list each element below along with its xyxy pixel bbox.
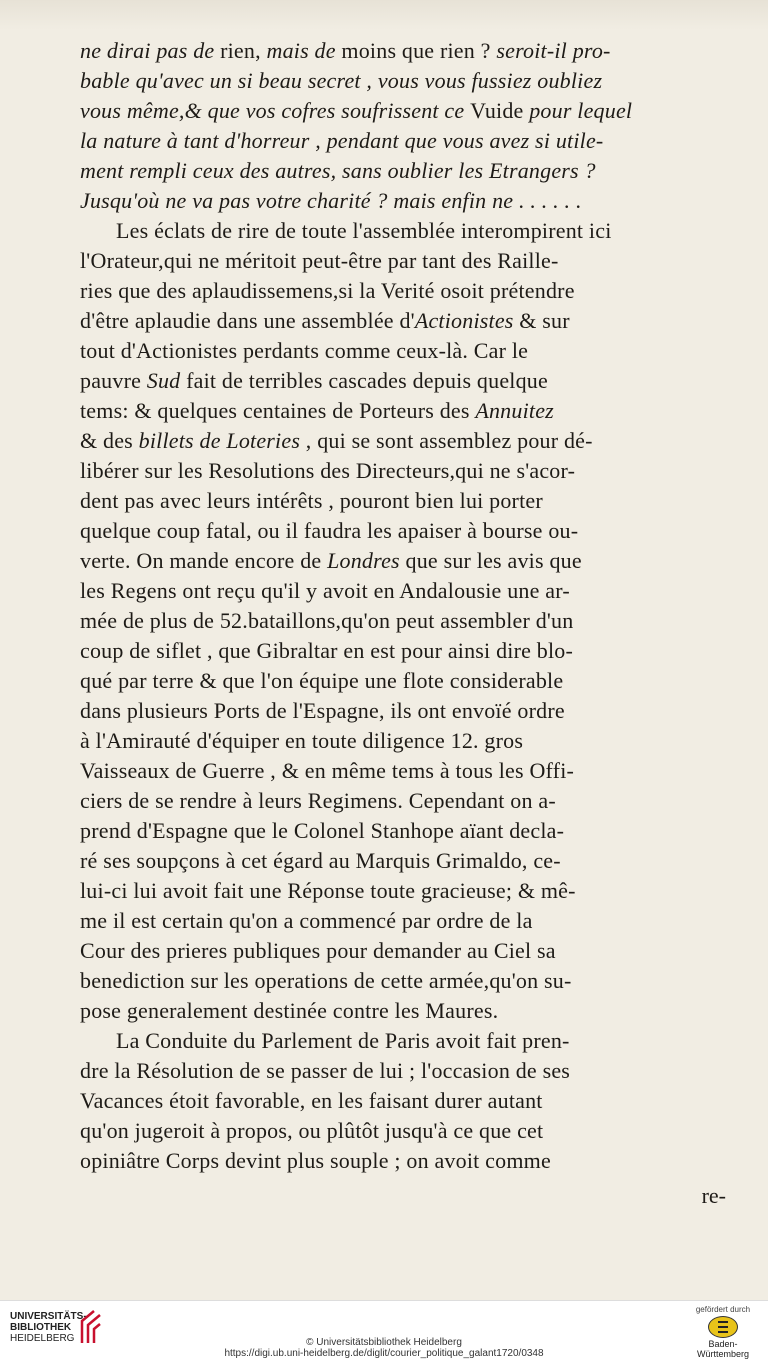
text-line bbox=[80, 216, 725, 246]
sponsor-block[interactable] bbox=[688, 1305, 758, 1359]
text-segment: rien, bbox=[220, 38, 267, 63]
text-line bbox=[80, 996, 725, 1026]
text-segment: libérer sur les Resolutions des Directeurs,qui ne s'acor- bbox=[80, 458, 576, 483]
text-segment: , qui se sont assemblez pour dé- bbox=[305, 428, 593, 453]
italic-text-segment: ne dirai pas de bbox=[80, 38, 221, 63]
catchword: re- bbox=[701, 1183, 726, 1208]
text-line bbox=[80, 186, 725, 216]
italic-text-segment: Actionistes bbox=[414, 308, 520, 333]
text-segment: verte. On mande encore de bbox=[80, 548, 328, 573]
text-segment: Les éclats de rire de toute l'assemblée interompirent ici bbox=[116, 218, 612, 243]
text-segment: fait de terribles cascades depuis quelque bbox=[186, 368, 548, 393]
text-segment: dent pas avec leurs intérêts , pouront bien lui porter bbox=[80, 488, 543, 513]
text-line bbox=[80, 846, 725, 876]
text-line bbox=[80, 936, 725, 966]
italic-text-segment: seroit-il pro- bbox=[496, 38, 611, 63]
text-segment: & des bbox=[80, 428, 139, 453]
text-line bbox=[80, 516, 725, 546]
text-segment: d'être aplaudie dans une assemblée d' bbox=[80, 308, 415, 333]
text-line bbox=[80, 456, 725, 486]
text-segment: lui-ci lui avoit fait une Réponse toute gracieuse; & mê- bbox=[80, 878, 576, 903]
text-line bbox=[80, 756, 725, 786]
text-line bbox=[80, 726, 725, 756]
text-line bbox=[80, 696, 725, 726]
copyright-block bbox=[0, 1337, 768, 1359]
italic-text-segment: billets de Loteries bbox=[138, 428, 306, 453]
text-segment: tout d'Actionistes perdants comme ceux-là. Car le bbox=[80, 338, 529, 363]
text-line bbox=[80, 876, 725, 906]
permalink-url[interactable]: https://digi.ub.uni-heidelberg.de/diglit/courier_politique_galant1720/0348 bbox=[224, 1348, 544, 1359]
text-line bbox=[80, 666, 725, 696]
text-block bbox=[80, 36, 725, 1176]
text-segment: ciers de se rendre à leurs Regimens. Cependant on a- bbox=[80, 788, 556, 813]
italic-text-segment: Annuitez bbox=[475, 398, 554, 423]
text-line bbox=[80, 96, 725, 126]
text-segment: prend d'Espagne que le Colonel Stanhope aïant decla- bbox=[80, 818, 565, 843]
text-line bbox=[80, 336, 725, 366]
italic-text-segment: la nature à tant d'horreur , pendant que vous avez si utile- bbox=[80, 128, 604, 153]
text-line bbox=[80, 1086, 725, 1116]
text-segment: à l'Amirauté d'équiper en toute diligence 12. gros bbox=[80, 728, 524, 753]
text-line bbox=[80, 906, 725, 936]
text-segment: Vaisseaux de Guerre , & en même tems à tous les Offi- bbox=[80, 758, 575, 783]
text-segment: quelque coup fatal, ou il faudra les apaiser à bourse ou- bbox=[80, 518, 579, 543]
text-line bbox=[80, 36, 725, 66]
text-line bbox=[80, 576, 725, 606]
text-segment: ries que des aplaudissemens,si la Verité osoit prétendre bbox=[80, 278, 575, 303]
italic-text-segment: pour lequel bbox=[529, 98, 633, 123]
text-segment: & sur bbox=[519, 308, 570, 333]
text-line bbox=[80, 636, 725, 666]
text-line bbox=[80, 426, 725, 456]
text-segment: l'Orateur,qui ne méritoit peut-être par tant des Raille- bbox=[80, 248, 559, 273]
italic-text-segment: mais de bbox=[266, 38, 342, 63]
text-line bbox=[80, 1146, 725, 1176]
text-line bbox=[80, 816, 725, 846]
text-line bbox=[80, 306, 725, 336]
text-segment: qué par terre & que l'on équipe une flote considerable bbox=[80, 668, 564, 693]
italic-text-segment: Londres bbox=[327, 548, 406, 573]
text-line bbox=[80, 546, 725, 576]
text-segment: que sur les avis que bbox=[405, 548, 582, 573]
sponsor-label: gefördert durch bbox=[695, 1305, 751, 1314]
text-line bbox=[80, 486, 725, 516]
text-segment: Vacances étoit favorable, en les faisant durer autant bbox=[80, 1088, 543, 1113]
text-line bbox=[80, 66, 725, 96]
text-line bbox=[80, 276, 725, 306]
italic-text-segment: ment rempli ceux des autres, sans oublier les Etrangers ? bbox=[80, 158, 596, 183]
text-segment: qu'on jugeroit à propos, ou plûtôt jusqu'à ce que cet bbox=[80, 1118, 544, 1143]
text-line bbox=[80, 1116, 725, 1146]
text-segment: La Conduite du Parlement de Paris avoit fait pren- bbox=[116, 1028, 570, 1053]
text-segment: ré ses soupçons à cet égard au Marquis Grimaldo, ce- bbox=[80, 848, 561, 873]
text-segment: dans plusieurs Ports de l'Espagne, ils ont envoïé ordre bbox=[80, 698, 565, 723]
text-segment: tems: & quelques centaines de Porteurs des bbox=[80, 398, 476, 423]
text-segment: dre la Résolution de se passer de lui ; l'occasion de ses bbox=[80, 1058, 571, 1083]
italic-text-segment: bable qu'avec un si beau secret , vous vous fussiez oubliez bbox=[80, 68, 603, 93]
text-line bbox=[80, 1056, 725, 1086]
library-name-line3: HEIDELBERG bbox=[10, 1333, 75, 1344]
text-segment: pauvre bbox=[80, 368, 147, 393]
text-segment: me il est certain qu'on a commencé par ordre de la bbox=[80, 908, 533, 933]
text-segment: Cour des prieres publiques pour demander au Ciel sa bbox=[80, 938, 556, 963]
italic-text-segment: Sud bbox=[146, 368, 187, 393]
footer-bar bbox=[0, 1300, 768, 1359]
text-line bbox=[80, 126, 725, 156]
text-line bbox=[80, 966, 725, 996]
text-segment: coup de siflet , que Gibraltar en est pour ainsi dire blo- bbox=[80, 638, 574, 663]
text-line bbox=[80, 156, 725, 186]
text-segment: les Regens ont reçu qu'il y avoit en Andalousie une ar- bbox=[80, 578, 570, 603]
library-name-line2: BIBLIOTHEK bbox=[10, 1322, 72, 1333]
state-seal-icon bbox=[708, 1316, 738, 1338]
text-line bbox=[80, 606, 725, 636]
text-segment: opiniâtre Corps devint plus souple ; on avoit comme bbox=[80, 1148, 551, 1173]
text-segment: moins que rien ? bbox=[341, 38, 497, 63]
text-line bbox=[80, 1026, 725, 1056]
text-segment: pose generalement destinée contre les Maures. bbox=[80, 998, 499, 1023]
copyright-text: © Universitätsbibliothek Heidelberg bbox=[306, 1337, 462, 1348]
text-line bbox=[80, 366, 725, 396]
italic-text-segment: Jusqu'où ne va pas votre charité ? mais enfin ne . . . . . . bbox=[80, 188, 582, 213]
text-segment: Vuide bbox=[470, 98, 530, 123]
italic-text-segment: vous même,& que vos cofres soufrissent ce bbox=[80, 98, 471, 123]
page-top-edge bbox=[0, 0, 768, 30]
text-line bbox=[80, 786, 725, 816]
sponsor-name: Baden-Württemberg bbox=[696, 1339, 749, 1359]
text-line bbox=[80, 396, 725, 426]
library-name-line1: UNIVERSITÄTS- bbox=[10, 1311, 87, 1322]
text-line bbox=[80, 246, 725, 276]
text-segment: mée de plus de 52.bataillons,qu'on peut assembler d'un bbox=[80, 608, 574, 633]
text-segment: benediction sur les operations de cette armée,qu'on su- bbox=[80, 968, 572, 993]
